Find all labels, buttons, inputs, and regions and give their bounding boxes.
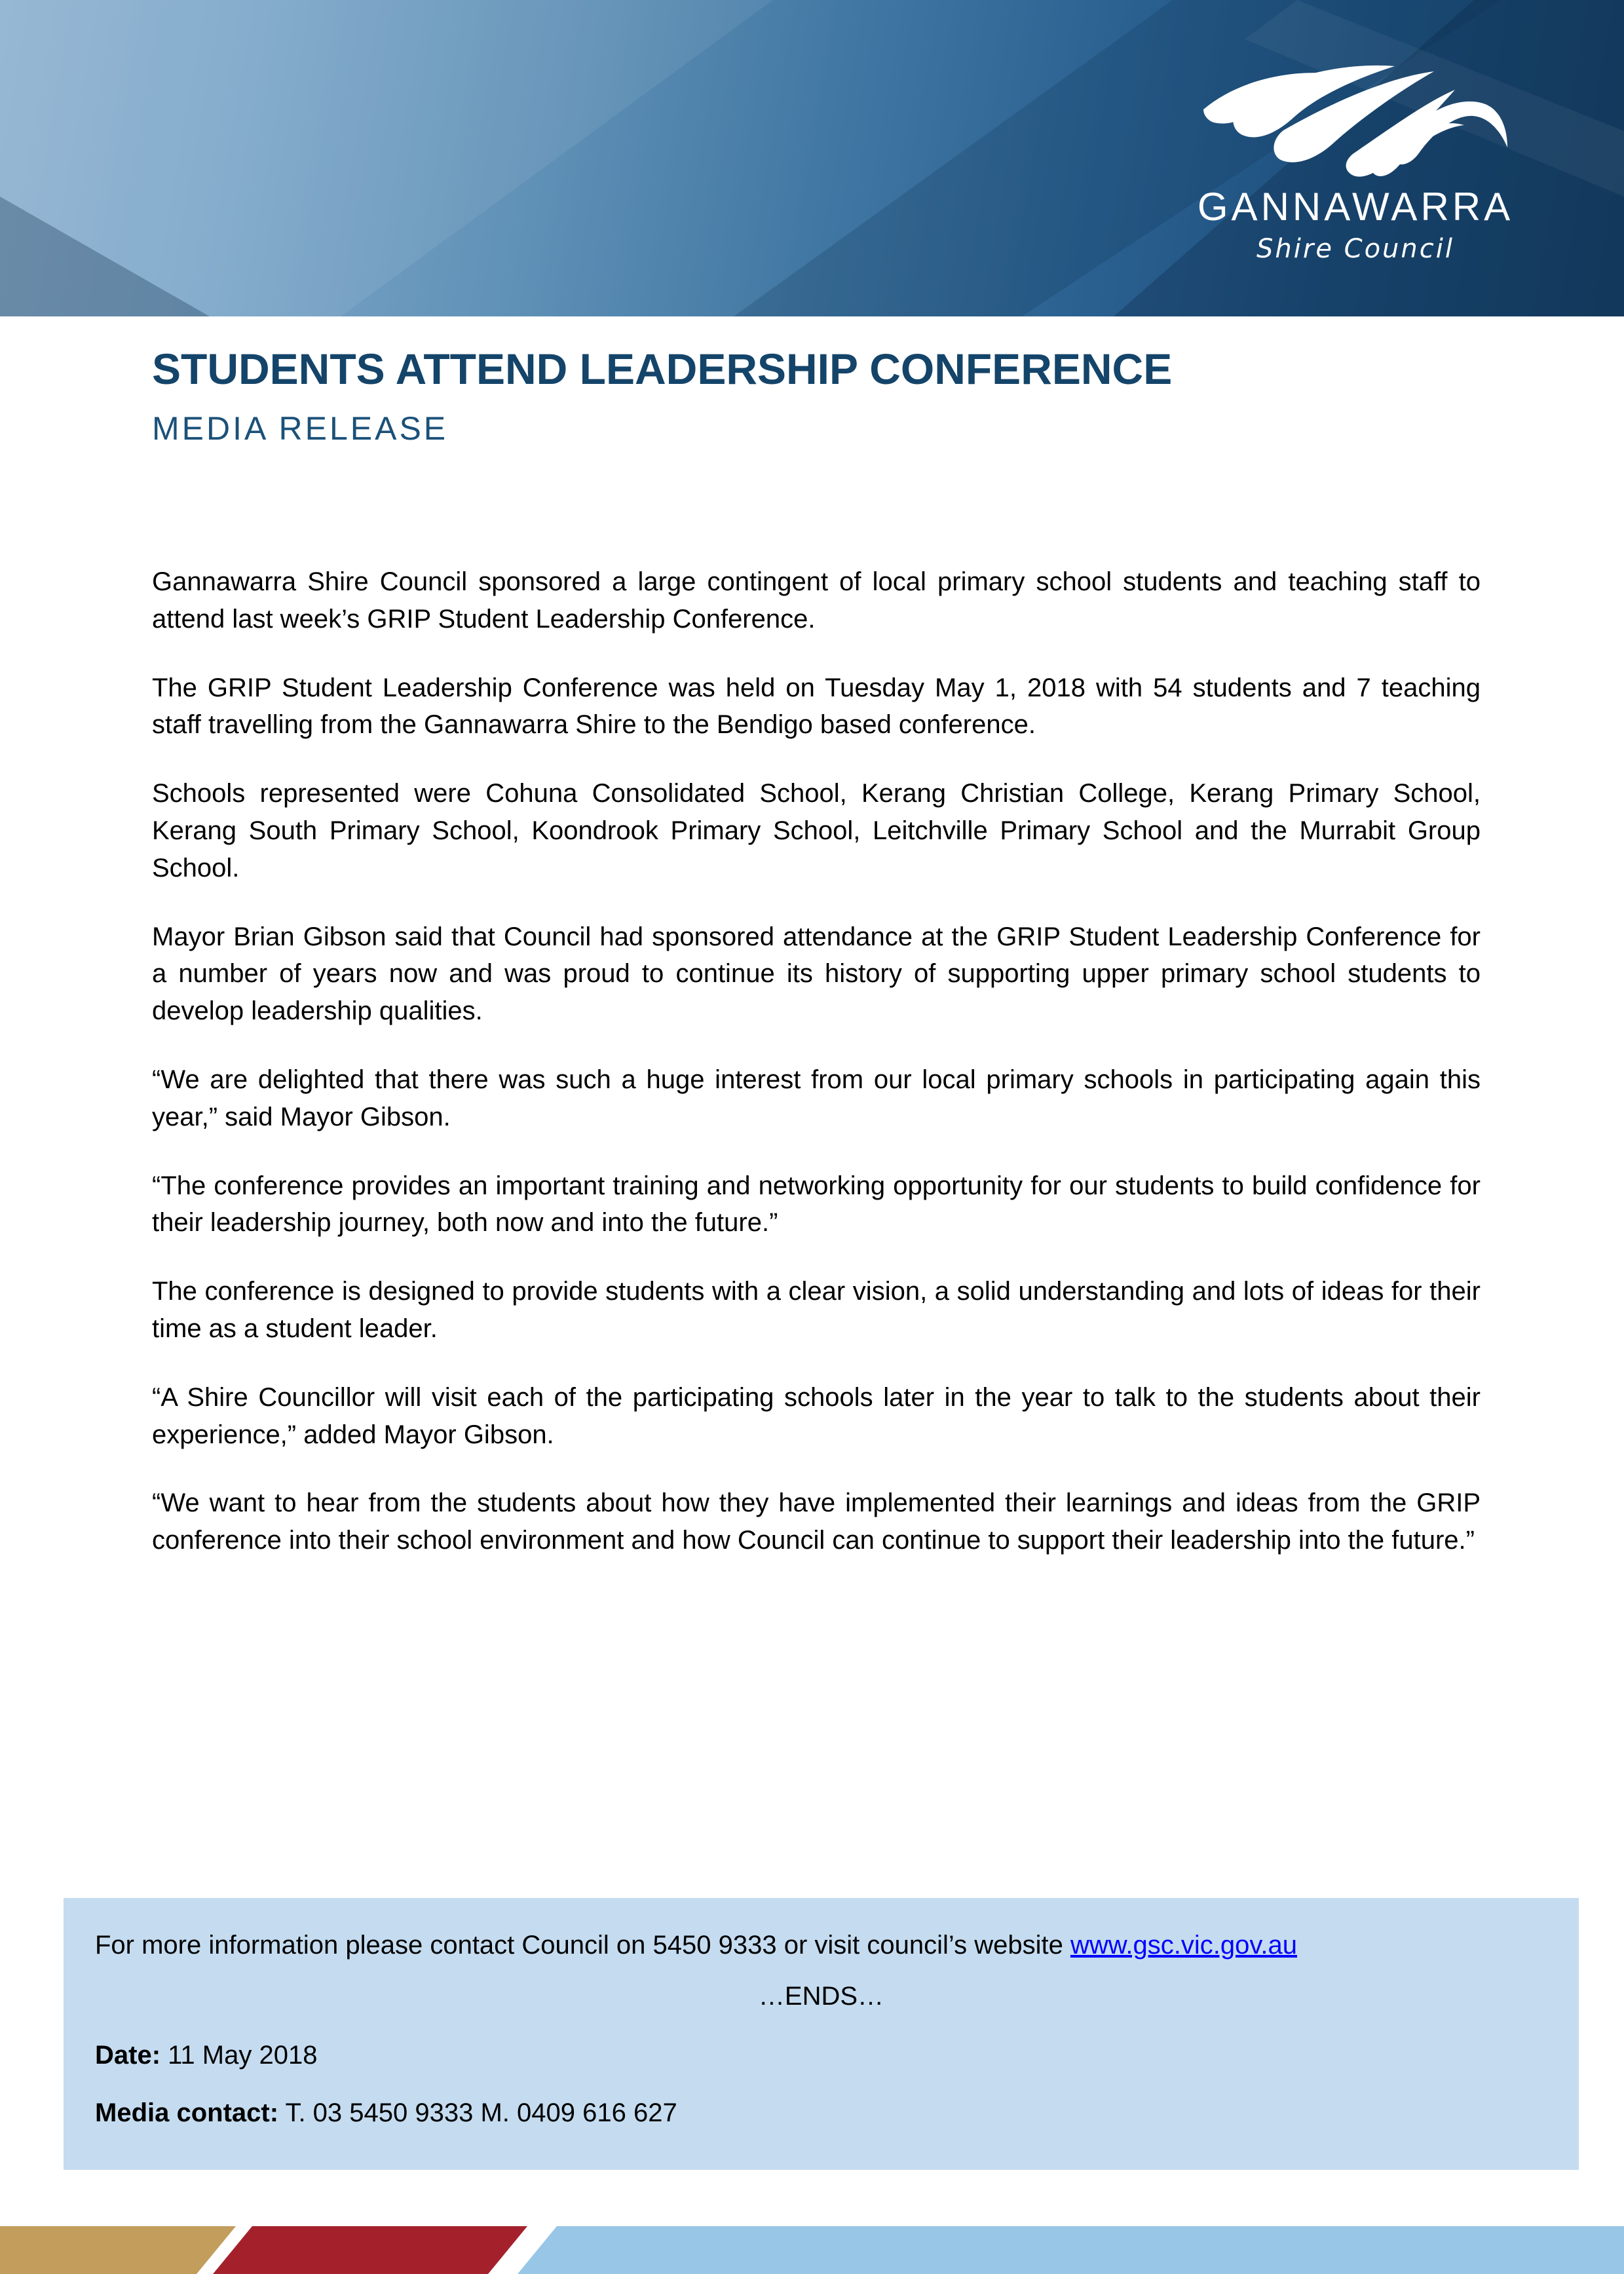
body-paragraph: “We want to hear from the students about how they have implemented their learnings and ideas from the GRIP conference into their school environment and how Council can continue to support their leadership into the future.”	[152, 1488, 1481, 1555]
article-body	[152, 563, 1481, 1559]
contact-text: For more information please contact Council on 5450 9333 or visit council’s website	[95, 1931, 1070, 1960]
ends-marker: …ENDS…	[758, 1982, 884, 2011]
title-block	[152, 346, 1495, 447]
page-subtitle: MEDIA RELEASE	[152, 410, 449, 447]
body-paragraph: Gannawarra Shire Council sponsored a large contingent of local primary school students and teaching staff to attend last week’s GRIP Student Leadership Conference.	[152, 567, 1481, 634]
body-paragraph: “The conference provides an important training and networking opportunity for our students to build confidence for their leadership journey, both now and into the future.”	[152, 1171, 1481, 1238]
council-website-link[interactable]: www.gsc.vic.gov.au	[1070, 1931, 1297, 1960]
contact-footer-box	[64, 1898, 1579, 2170]
gannawarra-wave-bird-icon	[1198, 62, 1513, 183]
header-banner	[0, 0, 1624, 316]
body-paragraph: The conference is designed to provide students with a clear vision, a solid understanding and lots of ideas for their time as a student leader.	[152, 1277, 1481, 1343]
decor-bar-blue	[518, 2226, 1624, 2274]
media-contact-value: T. 03 5450 9333 M. 0409 616 627	[278, 2098, 677, 2127]
body-paragraph: “We are delighted that there was such a huge interest from our local primary schools in participating again this year,” said Mayor Gibson.	[152, 1065, 1481, 1131]
contact-line	[95, 1925, 1547, 1965]
date-value: 11 May 2018	[161, 2041, 318, 2070]
date-line	[95, 2036, 1547, 2075]
decor-bar-gold	[0, 2226, 236, 2274]
body-paragraph: The GRIP Student Leadership Conference was held on Tuesday May 1, 2018 with 54 students and 7 teaching staff travelling from the Gannawarra Shire to the Bendigo based conference.	[152, 673, 1481, 740]
date-label: Date:	[95, 2041, 161, 2070]
media-contact-label: Media contact:	[95, 2098, 279, 2127]
body-paragraph: Mayor Brian Gibson said that Council had sponsored attendance at the GRIP Student Leadership Conference for a number of years now and was proud to continue its history of supporting upper primary school students to develop leadership qualities.	[152, 922, 1481, 1026]
decor-bar-red	[213, 2226, 527, 2274]
body-paragraph: “A Shire Councillor will visit each of the participating schools later in the year to talk to the students about their experience,” added Mayor Gibson.	[152, 1382, 1481, 1449]
bottom-decor-bars	[0, 2226, 1624, 2274]
logo-tagline: Shire Council	[1256, 234, 1454, 264]
media-contact-line	[95, 2093, 1547, 2132]
logo-wordmark: GANNAWARRA	[1197, 185, 1514, 229]
page-title: STUDENTS ATTEND LEADERSHIP CONFERENCE	[152, 345, 1173, 393]
council-logo	[1185, 62, 1526, 262]
body-paragraph: Schools represented were Cohuna Consolidated School, Kerang Christian College, Kerang Primary School, Kerang South Primary School, Koondrook Primary School, Leitchville Primary School and the Murrabit Group School.	[152, 779, 1481, 882]
